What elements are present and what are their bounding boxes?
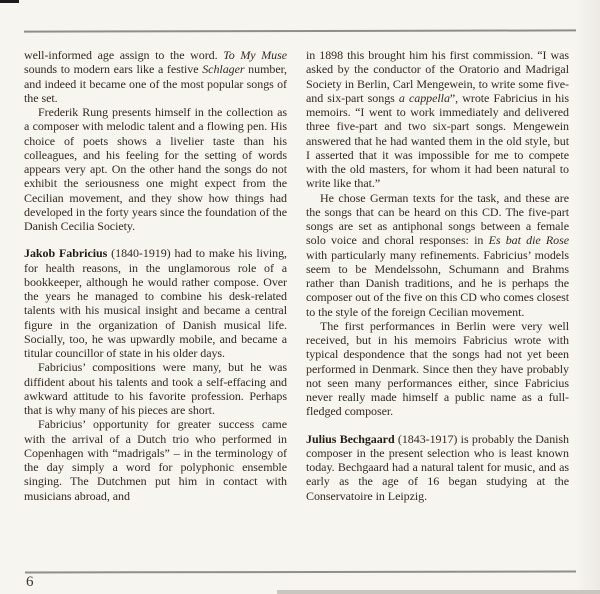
text-segment: sounds to modern ears like a festive — [24, 62, 203, 77]
paragraph — [24, 360, 287, 417]
paragraph — [24, 246, 287, 360]
text-segment: well-informed age assign to the word. — [24, 48, 224, 62]
text-segment: ”, wrote Fabricius in his memoirs. “I went to work immediately and delivered three five-part and two six-part songs. Mengewein answered that he had wanted them in the old style, but I asserted that it was impossible for me to compete with the old masters, for whom it had been natural to write like that.” — [306, 90, 569, 191]
text-segment: (1840-1919) had to make his living, for health reasons, in the unglamorous role of a bookkeeper, although he would rather compose. Over the years he managed to combine his desk-related talents with his musical insight and became a central figure in the organization of Danish musical life. Socially, too, he was upwardly mobile, and became a titular councillor of state in his older days. — [24, 246, 287, 360]
scan-artifact-top-left — [0, 0, 19, 3]
paragraph — [306, 432, 569, 503]
text-segment: Es bat die Rose — [488, 233, 569, 248]
text-segment: Julius Bechgaard — [306, 431, 395, 446]
bottom-rule — [25, 571, 576, 574]
text-segment: Fabricius’ compositions were many, but he was diffident about his talents and took a self-effacing and awkward attitude to his favorite profession. Perhaps that is why many of his pieces are short. — [24, 360, 287, 417]
page-number: 6 — [26, 574, 34, 590]
scan-artifact-bottom — [277, 590, 600, 594]
paragraph — [24, 417, 287, 503]
text-segment: The first performances in Berlin were very well received, but in his memoirs Fabricius wrote with typical despondence that the songs had not yet been performed in Denmark. Since then they have probably not seen many performances either, since Fabricius never really made himself a public name as a full-fledged composer. — [306, 318, 569, 419]
paragraph — [24, 105, 287, 233]
text-segment: Fabricius’ opportunity for greater success came with the arrival of a Dutch trio who performed in Copenhagen with “madrigals” – in the terminology of the day simply a word for polyphonic ensemble singing. The Dutchmen put him in contact with musicians abroad, and — [24, 417, 287, 503]
text-segment: He chose German texts for the task, and these are the songs that can be heard on this CD. The five-part songs are set as antiphonal songs between a female solo voice and choral responses: in — [306, 190, 569, 248]
text-segment: Jakob Fabricius — [24, 246, 108, 261]
right-column — [306, 48, 569, 503]
page-edge-shade — [574, 0, 600, 594]
text-segment: a cappella — [398, 90, 450, 105]
paragraph — [306, 191, 569, 319]
paragraph — [24, 48, 287, 105]
text-segment: in 1898 this brought him his first commission. “I was asked by the conductor of the Oratorio and Madrigal Society in Berlin, Carl Mengewein, to write some five- and six-part songs — [306, 48, 569, 105]
text-segment: Schlager — [202, 62, 245, 77]
text-segment: Frederik Rung presents himself in the collection as a composer with melodic talent and a flowing pen. His choice of poets shows a livelier taste than his colleagues, and his feeling for the setting of words appears very apt. On the other hand the songs do not exhibit the seriousness one might expect from the Cecilian movement, and they show how things had developed in the forty years since the foundation of the Danish Cecilia Society. — [24, 105, 287, 233]
text-segment: number, and indeed it became one of the most popular songs of the set. — [24, 62, 288, 105]
paragraph — [306, 48, 569, 191]
text-segment: (1843-1917) is probably the Danish composer in the present selection who is least known today. Bechgaard had a natural talent for music, and as early as the age of 16 began studying at the Conservatoire in Leipzig. — [306, 431, 569, 503]
left-column — [24, 48, 287, 503]
paragraph — [306, 319, 569, 419]
top-rule — [24, 29, 576, 32]
text-segment: with particularly many refinements. Fabricius’ models seem to be Mendelssohn, Schumann and Brahms rather than Danish traditions, and he is perhaps the composer out of the five on this CD who comes closest to the style of the foreign Cecilian movement. — [306, 247, 569, 319]
text-segment: To My Muse — [223, 48, 287, 62]
